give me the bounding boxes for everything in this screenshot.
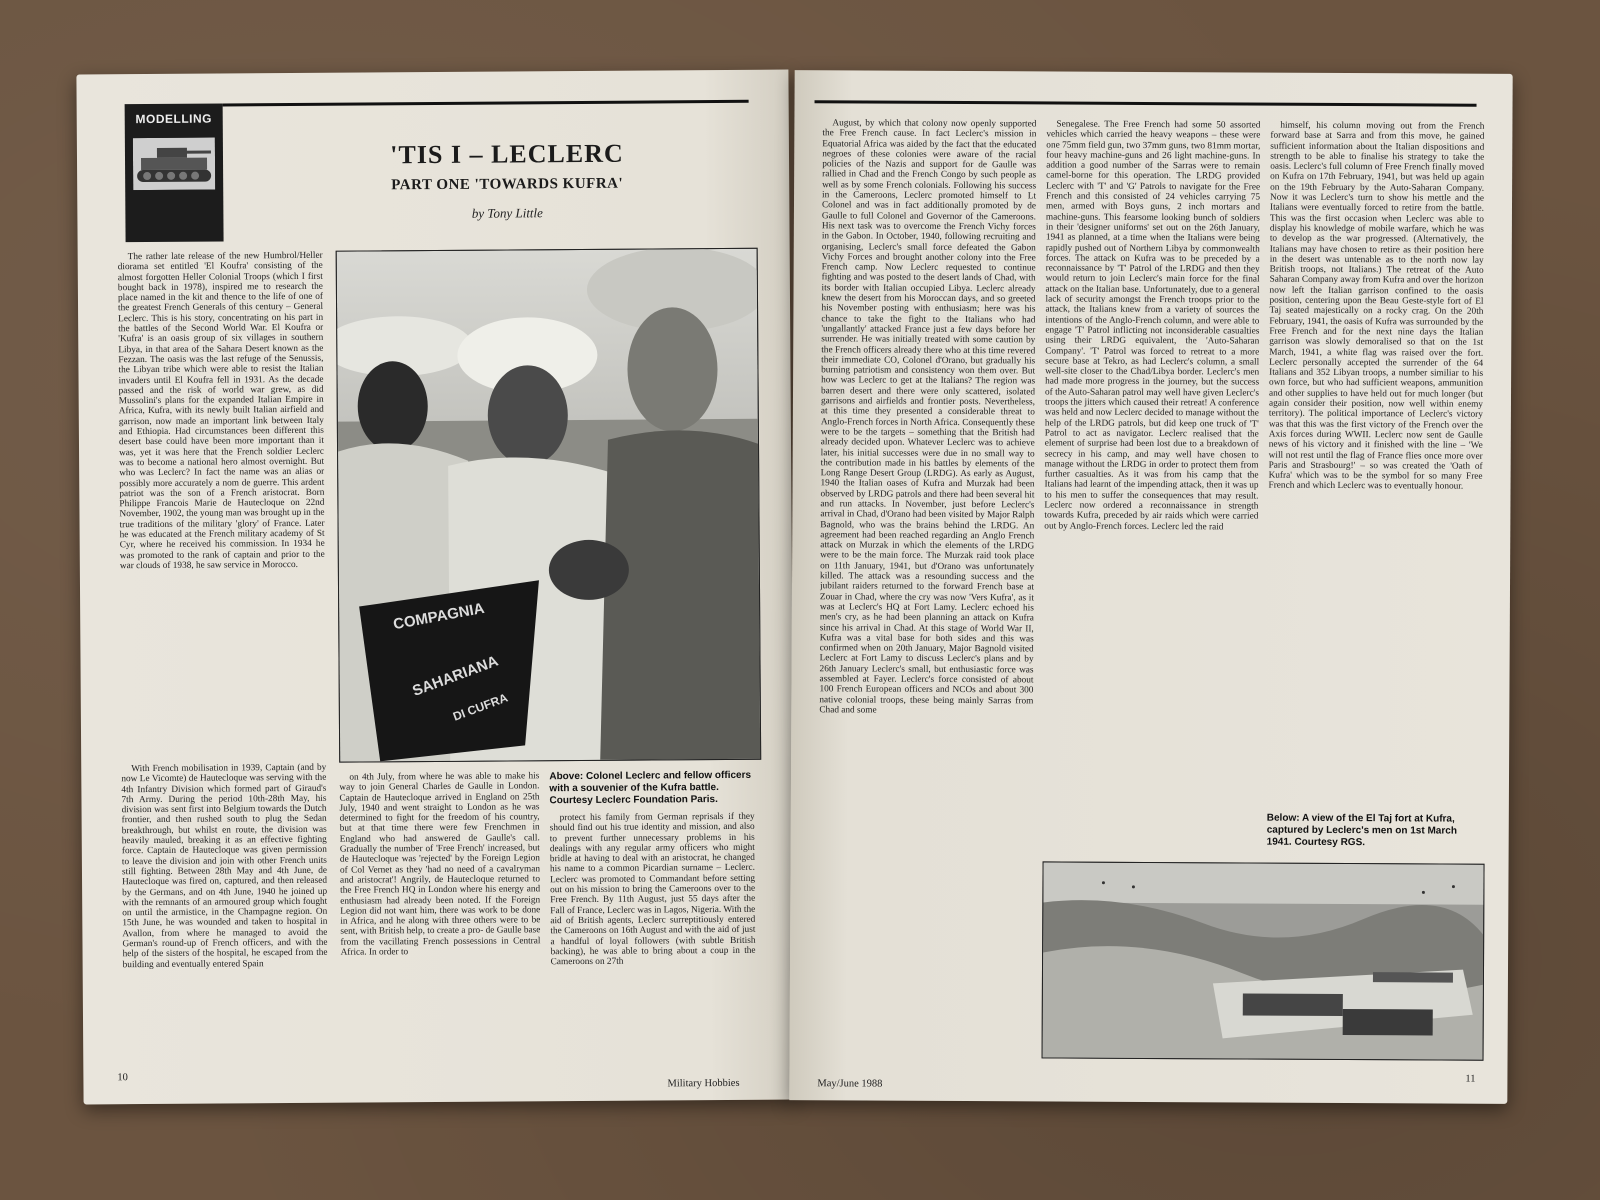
tank-icon [133, 138, 215, 191]
right-page [789, 70, 1512, 1104]
right-column-3 [1267, 121, 1485, 800]
banner-text-mid: SAHARIANA [410, 652, 501, 700]
body-text: With French mobilisation in 1939, Captain (and by now Le Vicomte) de Hautecloque was serving with the 4th Infantry Division which formed part of Giraud's 7th Army. During the period 10th-28th May, his division was sent first into Belgium towards the Dutch frontier, and then rushed south to plug the Sedan breakthrough, but whilst en route, the division was heavily mauled, breaking it as an effective fighting force. Captain de Hautecloque was given permission to leave the division and join with other French units still fighting. Between 28th May and 4th June, de Hautecloque was fired on, captured, and then released by the Germans, and on 4th June, 1940 he joined up with the remnants of an armoured group which fought on until the armistice, in the Champagne region. On 15th June, he was wounded and taken to hospital in Avallon, from where he managed to avoid the German's round-up of French officers, and with the help of the sisters of the hospital, he escaped from the building and eventually entered Spain [121, 762, 328, 970]
leclerc-photo [336, 248, 762, 763]
officers-photo-illustration [337, 249, 761, 762]
left-column-3 [550, 812, 757, 1066]
magazine-name: Military Hobbies [667, 1077, 740, 1090]
section-badge [125, 103, 224, 242]
body-text: August, by which that colony now openly supported the Free French cause. In fact Leclerc's mission in Equatorial Africa was aided by the fact that the educated negroes of these colonies were aware of the racial policies of the Nazis and support for de Gaulle was rallied in Chad and the French Congo by such people as well as by some French colonials. Following his success in the Cameroons, Leclerc promoted himself to Lt Colonel and was in fact additionally promoted by de Gaulle to full Colonel and Governor of the Cameroons. His next task was to overcome the French Vichy forces in the Gabon. In October, 1940, following recruiting and organising, Leclerc's small force defeated the Gabon Vichy Forces and brought another colony into the Free French camp. Now Leclerc requested to continue fighting and was posted to the desert lands of Chad, with its border with Italian occupied Libya. Leclerc already knew the desert from his Moroccan days, and so greeted his November posting with enthusiasm; here was his chance to take the fight to the Italians who had 'ungallantly' attacked France just a few days before her surrender. He was initially treated with some caution by the French officers already there who at this time revered their immediate CO, Colonel d'Orano, but gradually his burning patriotism and consistency won them over. But how was Leclerc to get at the Italians? The region was barren desert and there were only scattered, isolated garrisons and airfields and frontier posts. Nevertheless, at this time they presented a considerable threat to Anglo-French forces in North Africa. Consequently these were to be the targets – something that the British had already decided upon. Whatever Leclerc was to achieve later, his initial successes were due in no small way to the contribution made in his battles by elements of the Long Range Desert Group (LRDG). As early as August, 1940 the Italian oases of Kufra and Murzak had been observed by LRDG patrols and there had been several hit and run attacks. In November, just before Leclerc's arrival in Chad, d'Orano had been visited by Major Ralph Bagnold, who was the brains behind the LRDG. An agreement had been reached regarding an Anglo French attack on Murzak in which the elements of the LRDG were to be the main force. The Murzak raid took place on 11th January, 1941, but d'Orano was unfortunately killed. The attack was a resounding success and the jubilant raiders returned to the forward French base at Zouar in Chad, where the cry was now 'Vers Kufra', as it was at Leclerc's HQ at Fort Lamy. Leclerc echoed his men's cry, as he had been planning an attack on Kufra since his arrival in Chad. At this stage of World War II, Kufra was a vital base for both sides and this was confirmed when on 20th January, Major Bagnold visited Leclerc at Fort Lamy to discuss Leclerc's plans and by 26th January Leclerc's small, but enthusiastic force was assembled at Fayer. Leclerc's force consisted of about 100 French European officers and NCOs and about 300 native colonial troops, these being mainly Sarras from Chad and some [819, 118, 1037, 716]
header-rule [815, 100, 1477, 106]
left-page [76, 70, 795, 1105]
banner-text-bottom: DI CUFRA [451, 690, 510, 724]
body-text: protect his family from German reprisals if they should find out his true identity and mission, and also to prevent further unnecessary problems in his dealings with any regular army officers who might bridle at having to deal with an aristocrat, he changed his name to a common Picardian surname – Leclerc. Leclerc was promoted to Commandant before setting out on his mission to bring the Cameroons over to the Free French. By 11th August, just 55 days after the Fall of France, Leclerc was in Lagos, Nigeria. With the aid of British agents, Leclerc surreptitiously entered the Cameroons on 16th August and with the aid of just a handful of loyal followers (with subtle British backing), he was able to bring about a coup in the Cameroons on 27th [549, 811, 756, 968]
photo-caption: Above: Colonel Leclerc and fellow officers with a souvenier of the Kufra battle. Courtesy Leclerc Foundation Paris. [549, 769, 752, 807]
left-column-1-top [118, 251, 327, 762]
left-column-1-bottom [121, 763, 328, 1069]
article-subtitle: PART ONE 'TOWARDS KUFRA' [391, 175, 624, 194]
body-text: himself, his column moving out from the French forward base at Sarra and from this move, he gained sufficient information about the Italian dispositions and strength to be able to finalise his strategy to take the oasis. Leclerc's full column of Free French finally moved on Kufra on 17th February, 1941, but was held up again on the 19th February by the Auto-Saharan Company. Now it was Leclerc's turn to show his mettle and the Italians were eventually forced to retire from the battle. This was the first occasion when Leclerc was able to display his knowledge of mobile warfare, which he was to develop as the war progressed. (Alternatively, the Italians may have chosen to retire as their position here in the desert was untenable as to the north now lay British troops, not Italians.) The retreat of the Auto Saharan Company away from Kufra and over the horizon now left the Italian garrison confined to the oasis position, centering upon the Beau Geste-style fort of El Taj seated majestically on a rocky crag. On the 20th February, 1941, the oasis of Kufra was surrounded by the Free French and for the next nine days the Italian garrison was slowly demoralised so that on the 1st March, 1941, a white flag was raised over the fort. Leclerc personally accepted the surrender of the 64 Italians and 352 Libyan troops, a number similiar to his own force, but who had sufficient weapons, ammunition and other supplies to have held out for much longer (but again consider their position, now well within enemy territory). The political importance of Leclerc's victory was that this was the first victory of the French over the Axis forces during WWII. Leclerc now sent de Gaulle news of his victory and it finished with the line – 'We will not rest until the flag of France flies once more over Paris and Strasbourg!' – so was created the 'Oath of Kufra' which was to be the symbol for so many Free French and which Leclerc was to eventually honour. [1268, 120, 1485, 493]
right-column-1 [817, 118, 1036, 1069]
fort-photo-caption: Below: A view of the El Taj fort at Kufra, captured by Leclerc's men on 1st March 1941. Courtesy RGS. [1266, 812, 1457, 849]
body-text: Senegalese. The Free French had some 50 assorted vehicles which carried the heavy weapons – these were one 75mm field gun, two 37mm guns, two 81mm mortar, four heavy machine-guns and 26 light machine-guns. In addition a good number of the Sarras were to remain camel-borne for this operation. The LRDG provided Leclerc with 'T' and 'G' Patrols to navigate for the Free French and this consisted of 24 vehicles carrying 75 men, armed with Boys guns, 2 inch mortars and machine-guns. This fearsome looking bunch of soldiers in their 'designer uniforms' set out on the 26th January, 1941 as planned, at a time when the Italians were being rapidly pushed out of Northern Libya by commonwealth forces. The attack on Kufra was to be preceded by a reconnaissance by 'T' Patrol of the LRDG and then they would return to join Leclerc's main force for the final attack on the Italian base. Unfortunately, due to a general lack of security amongst the French troops prior to the attack, the Italians knew from a variety of sources the intentions of the Anglo-French column, and were able to engage 'T' Patrol inflicting not inconsiderable casualties using their LRDG equivalent, the 'Auto-Saharan Company'. 'T' Patrol was forced to retreat to a more secure base at Tekro, as had Leclerc's column, a small well-site closer to the Chad/Libya border. Leclerc's men had made more progress in the journey, but the success of the Auto-Saharan patrol may well have given Leclerc's troops the jitters which caused their retreat! A conference was held and now Leclerc decided to manage without the help of the LRDG patrols, but did keep one truck of 'T' Patrol to act as navigator. Leclerc realised that the element of surprise had been lost due to a breakdown of secrecy in his camp, and may well have chosen to manage without the LRDG in order to protect them from further casualties. As it was from his camp that the Italians had learnt of the impending attack, then it was up to his men to suffer the consequences that may result. Leclerc now ordered a reconnaissance in strength towards Kufra, preceded by air raids which were carried out by Anglo-French forces. Leclerc led the raid [1044, 119, 1261, 532]
header-rule [223, 100, 749, 107]
article-byline: by Tony Little [471, 205, 543, 221]
issue-date: May/June 1988 [817, 1078, 883, 1090]
section-badge-label: MODELLING [135, 111, 213, 127]
fort-aerial-illustration [1043, 862, 1484, 1059]
body-text: on 4th July, from where he was able to make his way to join General Charles de Gaulle in London. Captain de Hautecloque arrived in England on 25th July, 1940 and went straight to London as he was determined to fight for the freedom of his country, but at that time there were few Frenchmen in England who had answered de Gaulle's call. Gradually the number of 'Free French' increased, but de Hautecloque was 'rejected' by the Foreign Legion of Col Vernet as they 'had no need of a cavalryman and aristocrat'! Angrily, de Hautecloque returned to the Free French HQ in London where his energy and enthusiasm had already been noted. If the Foreign Legion did not want him, there was work to be done in Africa, and he along with three others were to be sent, with British help, to create a pro- de Gaulle base from the vacillating French possessions in Central Africa. In order to [339, 771, 541, 958]
left-column-2 [339, 771, 541, 1067]
page-number-right: 11 [1465, 1073, 1476, 1085]
banner-text-top: COMPAGNIA [391, 599, 486, 634]
page-number-left: 10 [117, 1072, 128, 1084]
right-column-2 [1043, 119, 1261, 822]
body-text: The rather late release of the new Humbrol/Heller diorama set entitled 'El Koufra' consisting of the almost forgotten Heller Colonial Troops (which I first bought back in 1978), inspired me to research the place named in the kit and thence to the life of one of the greatest French Generals of this century – General Leclerc. This is his story, concentrating on his part in the battles of the Second World War. El Koufra or 'Kufra' is an oasis group of six villages in southern Libya, in that area of the Sahara Desert known as the Fezzan. The oasis was the last refuge of the Senussis, the Libyan tribe which were able to resist the Italian invaders until El Koufra fell in 1931. As the decade passed and the risk of world war grew, as did Mussolini's plans for the expanded Italian Empire in Africa, Kufra, with its newly built Italian airfield and garrison, now made an important link between Italy and Ethiopia. Had circumstances been different this desert base could have been more important than it was, yet it was here that the French soldier Leclerc was to become a national hero almost overnight. But who was Leclerc? In fact the name was an alias or possibly more accurately a nom de guerre. This ardent patriot was the son of a French aristocrat. Born Philippe Francois Marie de Hautecloque on 22nd November, 1902, the young man was brought up in the true traditions of the military 'glory' of France. Later he was educated at the French military academy of St Cyr, where he received his commission. In 1934 he was promoted to the rank of captain and prior to the war clouds of 1938, he saw service in Morocco. [117, 250, 325, 572]
article-title: 'TIS I – LECLERC [390, 138, 624, 170]
el-taj-fort-photo [1042, 861, 1485, 1060]
